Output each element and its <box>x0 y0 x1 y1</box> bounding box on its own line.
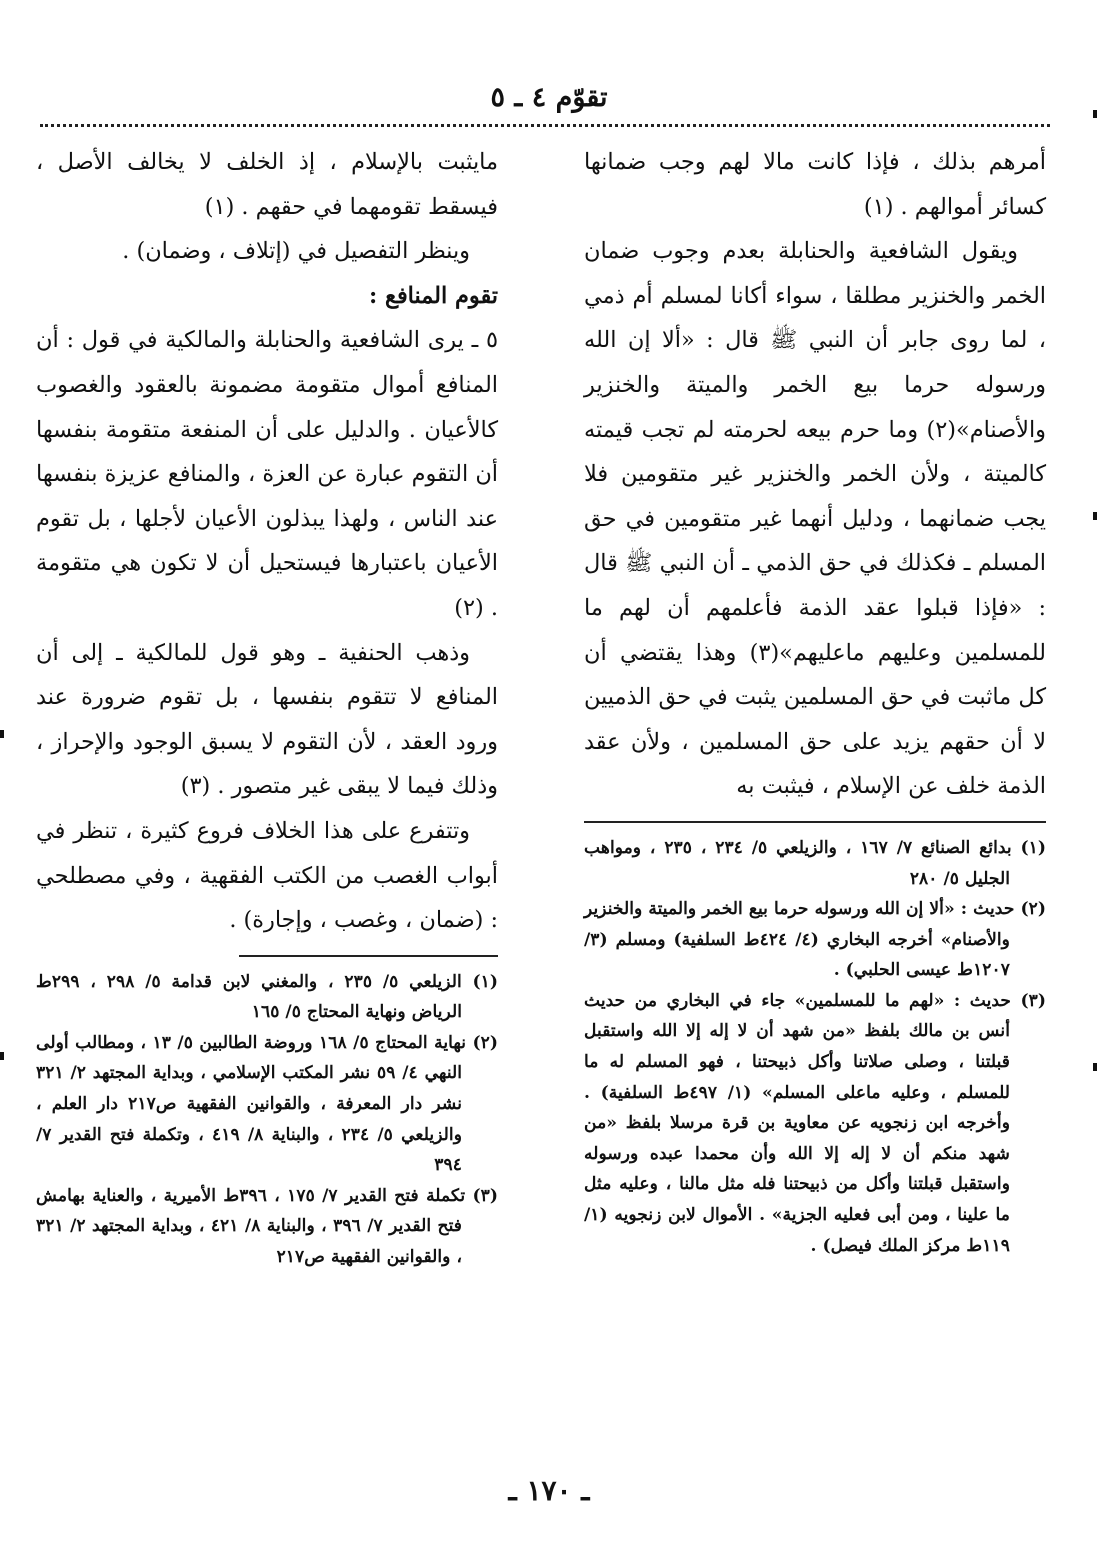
body-paragraph: مايثبت بالإسلام ، إذ الخلف لا يخالف الأصل ، فيسقط تقومهما في حقهم . (١) <box>36 149 498 220</box>
header-dotted-rule <box>40 124 1050 127</box>
right-column-body <box>584 140 1046 809</box>
footnote: (٣) حديث : «لهم ما للمسلمين» جاء في البخاري من حديث أنس بن مالك بلفظ «من شهد أن لا إله إلا الله واستقبل قبلتنا ، وصلى صلاتنا وأكل ذبيحتنا ، فهو المسلم له ما للمسلم ، وعليه ماعلى المسلم» (١/ ٤٩٧ط السلفية) . وأخرجه ابن زنجويه عن معاوية بن قرة مرسلا بلفظ «من شهد منكم أن لا إله إلا الله وأن محمدا عبده ورسوله واستقبل قبلتنا وأكل من ذبيحتنا فله مثل مالنا ، وعليه مثل ما علينا ، ومن أبى فعليه الجزية» . الأموال لابن زنجويه (١/ ١١٩ط مركز الملك فيصل) . <box>584 990 1046 1256</box>
body-paragraph: ٥ ـ يرى الشافعية والحنابلة والمالكية في قول : أن المنافع أموال متقومة مضمونة بالعقود والغصوب كالأعيان . والدليل على أن المنفعة متقومة بنفسها أن التقوم عبارة عن العزة ، والمنافع عزيزة بنفسها عند الناس ، ولهذا يبذلون الأعيان لأجلها ، بل تقوم الأعيان باعتبارها فيستحيل أن لا تكون هي متقومة . (٢) <box>36 327 498 621</box>
right-column-footnotes <box>584 833 1046 1261</box>
scan-margin-mark <box>1093 512 1097 520</box>
left-column-footnotes <box>36 967 498 1273</box>
footnote-separator <box>584 821 1046 823</box>
footnote: (٢) حديث : «ألا إن الله ورسوله حرما بيع الخمر والميتة والخنزير والأصنام» أخرجه البخاري (٤/ ٤٢٤ط السلفية) ومسلم (٣/ ١٢٠٧ط عيسى الحلبي) . <box>584 899 1046 981</box>
page-header-title: تقوّم ٤ ـ ٥ <box>490 82 608 113</box>
scan-margin-mark <box>1093 1063 1097 1071</box>
right-column <box>584 140 1046 1261</box>
footnote: (٣) تكملة فتح القدير ٧/ ١٧٥ ، ٣٩٦ط الأميرية ، والعناية بهامش فتح القدير ٧/ ٣٩٦ ، والبناية ٨/ ٤٢١ ، وبداية المجتهد ٢/ ٣٢١ ، والقوانين الفقهية ص٢١٧ <box>36 1185 498 1268</box>
body-paragraph: ويقول الشافعية والحنابلة بعدم وجوب ضمان الخمر والخنزير مطلقا ، سواء أكانا لمسلم أم ذمي ، لما روى جابر أن النبي ﷺ قال : «ألا إن الله ورسوله حرما بيع الخمر والميتة والخنزير والأصنام»(٢) وما حرم بيعه لحرمته لم تجب قيمته كالميتة ، ولأن الخمر والخنزير غير متقومين فلا يجب ضمانهما ، ودليل أنهما غير متقومين في حق المسلم ـ فكذلك في حق الذمي ـ أن النبي ﷺ قال : «فإذا قبلوا عقد الذمة فأعلمهم أن لهم ما للمسلمين وعليهم ماعليهم»(٣) وهذا يقتضي أن كل ماثبت في حق المسلمين يثبت في حق الذميين لا أن حقهم يزيد على حق المسلمين ، ولأن عقد الذمة خلف عن الإسلام ، فيثبت به <box>584 238 1046 800</box>
page-number: ـ ١٧٠ ـ <box>508 1474 590 1507</box>
footnote-separator <box>239 955 498 957</box>
left-column-body <box>36 140 498 943</box>
left-column <box>36 140 498 1273</box>
footnote: (١) بدائع الصنائع ٧/ ١٦٧ ، والزيلعي ٥/ ٢٣٤ ، ٢٣٥ ، ومواهب الجليل ٥/ ٢٨٠ <box>584 837 1047 889</box>
body-paragraph: وتتفرع على هذا الخلاف فروع كثيرة ، تنظر في أبواب الغصب من الكتب الفقهية ، وفي مصطلحي : (ضمان ، وغصب ، وإجارة) . <box>36 817 498 934</box>
scan-margin-mark <box>0 730 4 738</box>
footnote: (١) الزيلعي ٥/ ٢٣٥ ، والمغني لابن قدامة ٥/ ٢٩٨ ، ٢٩٩ط الرياض ونهاية المحتاج ٥/ ١٦٥ <box>36 971 499 1023</box>
scan-margin-mark <box>0 1052 4 1060</box>
body-paragraph: أمرهم بذلك ، فإذا كانت مالا لهم وجب ضمانها كسائر أموالهم . (١) <box>584 149 1046 220</box>
scan-margin-mark <box>1093 110 1097 118</box>
footnote: (٢) نهاية المحتاج ٥/ ١٦٨ وروضة الطالبين ٥/ ١٣ ، ومطالب أولى النهي ٤/ ٥٩ نشر المكتب الإسلامي ، وبداية المجتهد ٢/ ٣٢١ نشر دار المعرفة ، والقوانين الفقهية ص٢١٧ دار العلم ، والزيلعي ٥/ ٢٣٤ ، والبناية ٨/ ٤١٩ ، وتكملة فتح القدير ٧/ ٣٩٤ <box>36 1032 499 1176</box>
body-paragraph: وذهب الحنفية ـ وهو قول للمالكية ـ إلى أن المنافع لا تتقوم بنفسها ، بل تقوم ضرورة عند ورود العقد ، لأن التقوم لا يسبق الوجود والإحراز ، وذلك فيما لا يبقى غير متصور . (٣) <box>36 639 498 800</box>
body-paragraph: وينظر التفصيل في (إتلاف ، وضمان) . <box>122 238 470 265</box>
section-heading: تقوم المنافع : <box>368 282 498 309</box>
